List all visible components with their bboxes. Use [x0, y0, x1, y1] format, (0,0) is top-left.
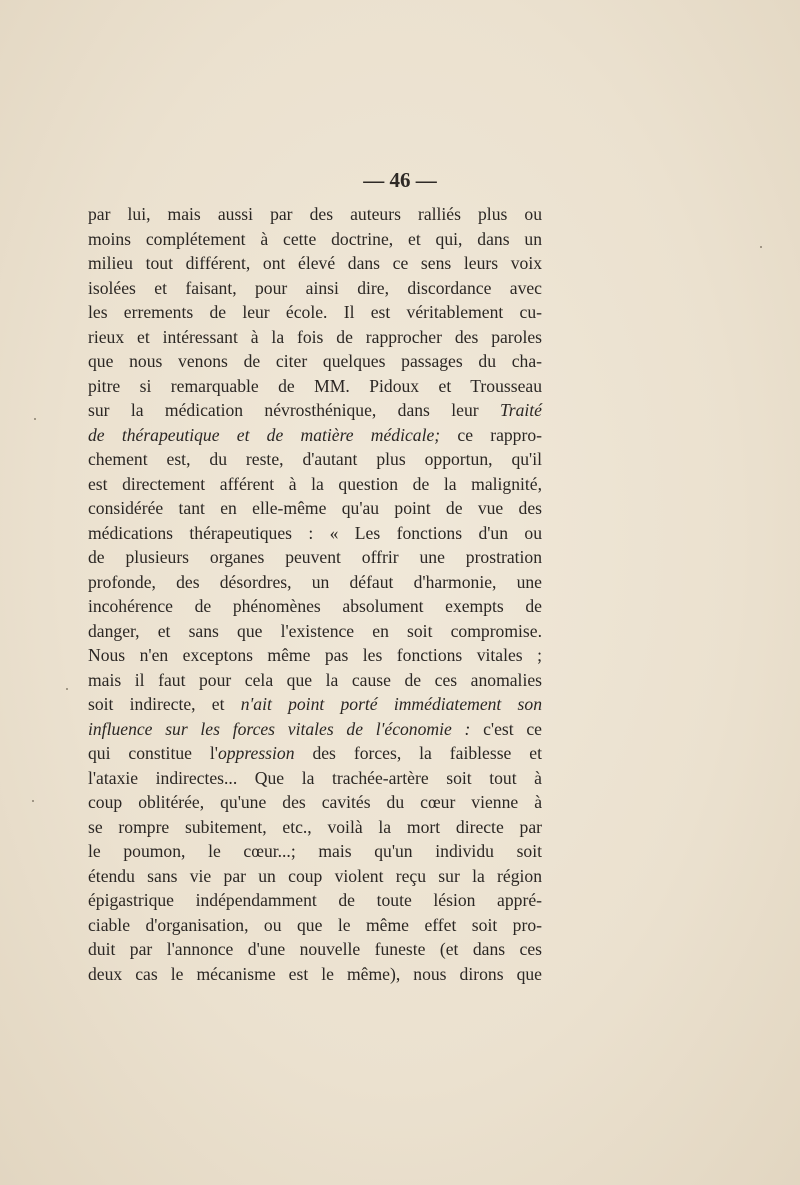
text-segment: qui constitue l' [88, 743, 218, 763]
text-segment: isolées et faisant, pour ainsi dire, discordance avec [88, 277, 542, 298]
text-line [88, 888, 542, 913]
italic-text: de thérapeutique et de matière médicale; [88, 424, 441, 445]
text-segment: moins complétement à cette doctrine, et qui, dans un [88, 228, 542, 249]
text-line [88, 619, 542, 644]
italic-text: influence sur les forces vitales de l'économie : [88, 718, 471, 739]
text-line [88, 790, 542, 815]
text-segment: médications thérapeutiques : « Les fonctions d'un ou [88, 522, 542, 543]
text-segment: étendu sans vie par un coup violent reçu sur la région [88, 865, 542, 886]
text-segment: coup oblitérée, qu'une des cavités du cœur vienne à [88, 792, 542, 812]
text-segment: profonde, des désordres, un défaut d'harmonie, une [88, 571, 542, 592]
text-segment: les errements de leur école. Il est véritablement cu- [88, 302, 542, 322]
page-number: — 46 — [363, 168, 437, 192]
text-segment: soit indirecte, et [88, 694, 241, 714]
text-line [88, 300, 542, 325]
text-line [88, 913, 542, 938]
text-line [88, 202, 542, 227]
text-line [88, 643, 542, 668]
text-line [88, 962, 542, 987]
text-line [88, 766, 542, 791]
text-segment: de plusieurs organes peuvent offrir une prostration [88, 547, 542, 567]
text-segment: deux cas le mécanisme est le même), nous dirons que [88, 963, 542, 984]
text-line [88, 521, 542, 546]
text-line [88, 325, 542, 350]
text-segment: Nous n'en exceptons même pas les fonctions vitales ; [88, 645, 542, 665]
text-line [88, 423, 542, 448]
text-segment: sur la médication névrosthénique, dans leur [88, 400, 500, 420]
text-segment: duit par l'annonce d'une nouvelle funeste (et dans ces [88, 939, 542, 959]
text-segment: mais il faut pour cela que la cause de ces anomalies [88, 669, 542, 690]
text-line [88, 692, 542, 717]
text-line [88, 839, 542, 864]
text-line [88, 570, 542, 595]
text-segment: l'ataxie indirectes... Que la trachée-artère soit tout à [88, 767, 542, 788]
text-line [88, 349, 542, 374]
text-line [88, 741, 542, 766]
italic-text: oppression [217, 743, 295, 763]
text-segment: par lui, mais aussi par des auteurs ralliés plus ou [88, 204, 542, 224]
text-line [88, 717, 542, 742]
text-segment: incohérence de phénomènes absolument exempts de [88, 596, 542, 616]
text-line [88, 251, 542, 276]
text-line [88, 815, 542, 840]
text-segment: milieu tout différent, ont élevé dans ce sens leurs voix [88, 253, 542, 273]
text-segment: des forces, la faiblesse et [294, 743, 542, 763]
text-segment: pitre si remarquable de MM. Pidoux et Trousseau [88, 375, 542, 396]
text-line [88, 668, 542, 693]
text-line [88, 864, 542, 889]
text-line [88, 545, 542, 570]
paper-speck [760, 246, 762, 248]
text-segment: ce rappro- [440, 424, 542, 445]
paper-speck [66, 688, 68, 690]
text-segment: ciable d'organisation, ou que le même effet soit pro- [88, 914, 542, 935]
text-line [88, 447, 542, 472]
text-line [88, 937, 542, 962]
paper-speck [34, 418, 36, 420]
text-segment: chement est, du reste, d'autant plus opportun, qu'il [88, 449, 542, 469]
text-line [88, 374, 542, 399]
text-line [88, 594, 542, 619]
text-line [88, 227, 542, 252]
text-line [88, 496, 542, 521]
text-segment: rieux et intéressant à la fois de rapprocher des paroles [88, 326, 542, 347]
text-segment: considérée tant en elle-même qu'au point de vue des [88, 498, 542, 518]
italic-text: Traité [499, 400, 542, 420]
text-segment: se rompre subitement, etc., voilà la mort directe par [88, 816, 542, 837]
text-segment: danger, et sans que l'existence en soit compromise. [88, 620, 542, 641]
text-segment: c'est ce [470, 718, 542, 739]
text-segment: est directement afférent à la question de la malignité, [88, 473, 542, 494]
text-line [88, 472, 542, 497]
italic-text: n'ait point porté immédiatement son [240, 694, 542, 714]
text-segment: que nous venons de citer quelques passages du cha- [88, 351, 542, 371]
text-line [88, 276, 542, 301]
text-segment: épigastrique indépendamment de toute lésion appré- [88, 890, 542, 910]
text-line [88, 398, 542, 423]
body-text [88, 202, 542, 986]
paper-speck [32, 800, 34, 802]
text-segment: le poumon, le cœur...; mais qu'un individu soit [88, 841, 542, 861]
